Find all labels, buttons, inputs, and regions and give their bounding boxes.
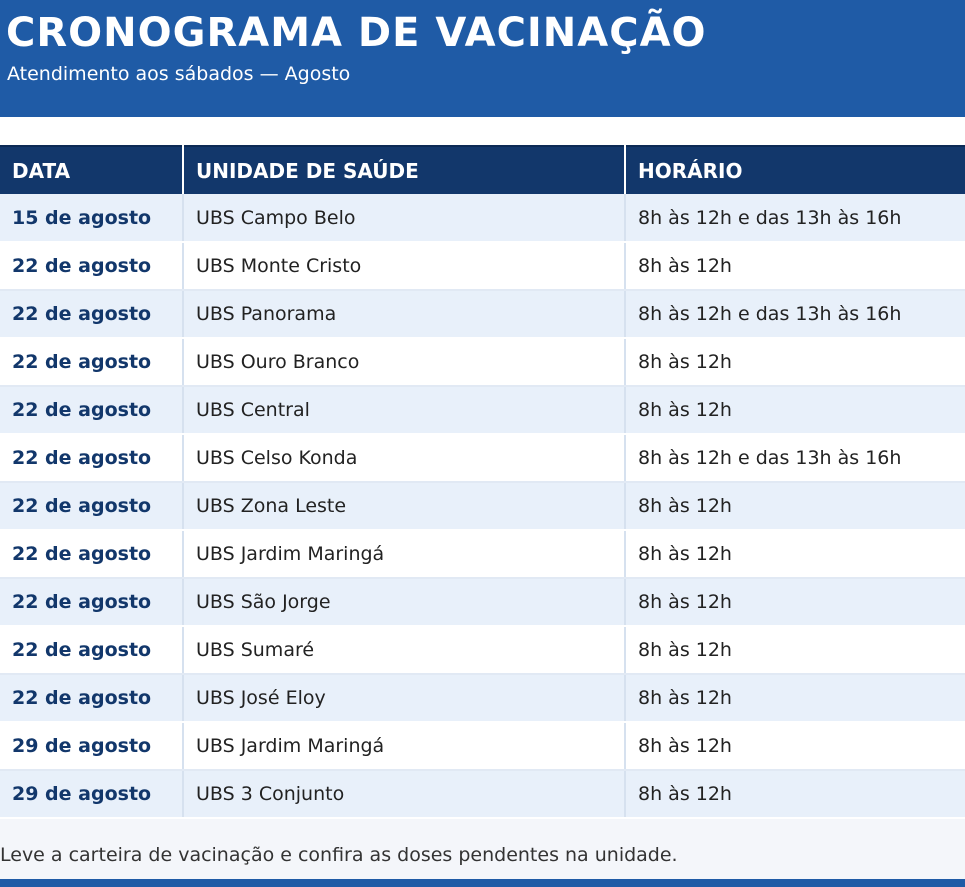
cell-hours: 8h às 12h [625, 386, 965, 434]
table-row [0, 482, 965, 530]
table-row [0, 434, 965, 482]
cell-date: 22 de agosto [0, 386, 183, 434]
table-row [0, 722, 965, 770]
cell-hours: 8h às 12h [625, 338, 965, 386]
table-row [0, 770, 965, 818]
footer-note: Leve a carteira de vacinação e confira as doses pendentes na unidade. [0, 844, 678, 866]
cell-date: 22 de agosto [0, 242, 183, 290]
cell-date: 22 de agosto [0, 530, 183, 578]
cell-unit: UBS Monte Cristo [183, 242, 625, 290]
vaccination-schedule-table [0, 145, 965, 819]
column-header-date: DATA [0, 146, 183, 194]
table-row [0, 626, 965, 674]
cell-hours: 8h às 12h [625, 482, 965, 530]
cell-date: 22 de agosto [0, 674, 183, 722]
bottom-bar [0, 879, 965, 887]
cell-unit: UBS Celso Konda [183, 434, 625, 482]
table-row [0, 290, 965, 338]
table-row [0, 578, 965, 626]
table-row [0, 194, 965, 242]
page-header [0, 0, 965, 117]
cell-unit: UBS Panorama [183, 290, 625, 338]
table-row [0, 674, 965, 722]
cell-unit: UBS Jardim Maringá [183, 722, 625, 770]
cell-hours: 8h às 12h [625, 674, 965, 722]
cell-unit: UBS Central [183, 386, 625, 434]
page-title: CRONOGRAMA DE VACINAÇÃO [6, 10, 707, 56]
cell-unit: UBS Zona Leste [183, 482, 625, 530]
page-subtitle: Atendimento aos sábados — Agosto [7, 63, 351, 85]
cell-date: 15 de agosto [0, 194, 183, 242]
table-header-row [0, 146, 965, 194]
cell-date: 22 de agosto [0, 290, 183, 338]
cell-date: 22 de agosto [0, 626, 183, 674]
cell-hours: 8h às 12h [625, 722, 965, 770]
cell-hours: 8h às 12h [625, 770, 965, 818]
header-spacer [0, 117, 965, 145]
cell-date: 22 de agosto [0, 578, 183, 626]
cell-hours: 8h às 12h e das 13h às 16h [625, 434, 965, 482]
cell-unit: UBS 3 Conjunto [183, 770, 625, 818]
cell-hours: 8h às 12h [625, 530, 965, 578]
cell-unit: UBS Ouro Branco [183, 338, 625, 386]
column-header-hours: HORÁRIO [625, 146, 965, 194]
cell-unit: UBS Sumaré [183, 626, 625, 674]
cell-hours: 8h às 12h [625, 578, 965, 626]
cell-hours: 8h às 12h e das 13h às 16h [625, 290, 965, 338]
table-row [0, 386, 965, 434]
cell-date: 22 de agosto [0, 434, 183, 482]
cell-date: 22 de agosto [0, 482, 183, 530]
column-header-unit: UNIDADE DE SAÚDE [183, 146, 625, 194]
cell-date: 22 de agosto [0, 338, 183, 386]
cell-date: 29 de agosto [0, 722, 183, 770]
cell-hours: 8h às 12h [625, 626, 965, 674]
table-row [0, 242, 965, 290]
cell-unit: UBS Jardim Maringá [183, 530, 625, 578]
table-row [0, 338, 965, 386]
cell-hours: 8h às 12h [625, 242, 965, 290]
cell-unit: UBS Campo Belo [183, 194, 625, 242]
cell-unit: UBS José Eloy [183, 674, 625, 722]
cell-unit: UBS São Jorge [183, 578, 625, 626]
cell-date: 29 de agosto [0, 770, 183, 818]
table-row [0, 530, 965, 578]
cell-hours: 8h às 12h e das 13h às 16h [625, 194, 965, 242]
